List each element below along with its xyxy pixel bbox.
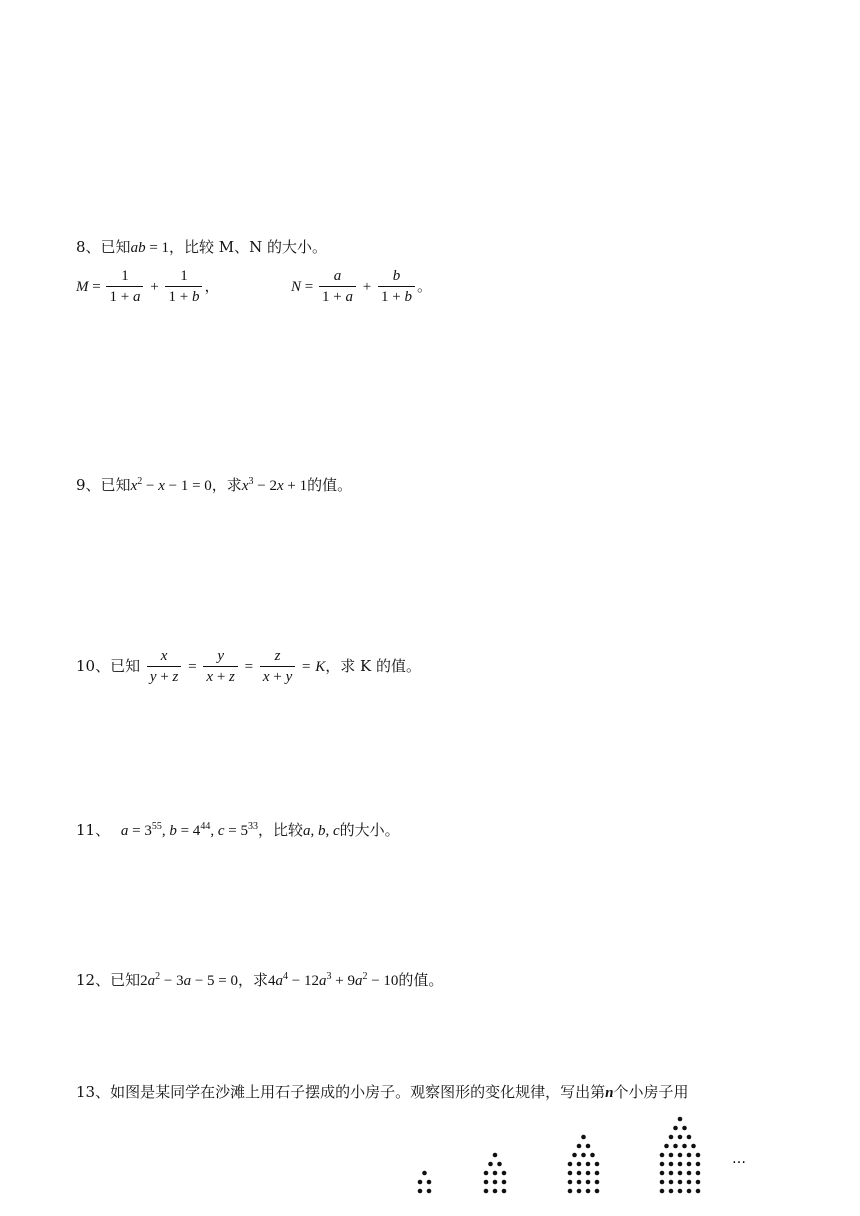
stone: [427, 1180, 432, 1185]
stone: [664, 1144, 669, 1149]
stone: [577, 1144, 582, 1149]
condition: ab = 1: [130, 240, 170, 256]
task-text: 的值。: [398, 971, 444, 989]
stone: [577, 1171, 582, 1176]
stone: [595, 1189, 600, 1194]
stone: [568, 1189, 573, 1194]
given-word: 已知: [100, 238, 131, 256]
stone: [422, 1171, 427, 1176]
given-word: 已知: [110, 971, 141, 989]
stone: [493, 1189, 498, 1194]
stone: [493, 1180, 498, 1185]
stone: [497, 1162, 502, 1167]
stone: [696, 1189, 701, 1194]
stone: [669, 1189, 674, 1194]
stone: [682, 1144, 687, 1149]
stone: [669, 1180, 674, 1185]
question-12: [76, 970, 443, 991]
stone: [586, 1189, 591, 1194]
stone: [493, 1153, 498, 1158]
stone: [484, 1189, 489, 1194]
stone: [687, 1153, 692, 1158]
stone: [678, 1171, 683, 1176]
stone: [673, 1144, 678, 1149]
fraction: $\frac{y}{x + z}$: [203, 648, 237, 686]
stone: [678, 1162, 683, 1167]
ellipsis: …: [732, 1151, 746, 1167]
condition: $2a^2 - 3a - 5 = 0$: [140, 971, 238, 989]
stone: [502, 1171, 507, 1176]
stone: [595, 1180, 600, 1185]
question-8-formulas: M = $\frac{1}{1 + a}$ + $\frac{1}{1 + b}$ ， N = $\frac{a}{1 + a}$ + $\frac{b}{1 + b}$ 。: [76, 268, 432, 305]
stone: [669, 1135, 674, 1140]
stone: [484, 1180, 489, 1185]
task-text: ，求 K 的值。: [325, 657, 422, 675]
given-values: $a = 3^{55}$, $b = 4^{44}$, $c = 5^{33}$: [120, 821, 258, 839]
stone: [581, 1153, 586, 1158]
stone: [687, 1162, 692, 1167]
middle-text: ，比较: [257, 821, 303, 839]
stone: [660, 1171, 665, 1176]
separator: ，: [204, 277, 220, 295]
fraction: $\frac{z}{x + y}$: [260, 648, 295, 686]
stone: [595, 1171, 600, 1176]
stone: [669, 1171, 674, 1176]
question-11: [76, 820, 400, 841]
stone: [660, 1162, 665, 1167]
given-word: 已知: [100, 476, 131, 494]
stone: [696, 1180, 701, 1185]
question-text: 如图是某同学在沙滩上用石子摆成的小房子。观察图形的变化规律，写出第: [110, 1083, 606, 1101]
fraction: $\frac{a}{1 + a}$: [319, 268, 356, 306]
stone: [691, 1144, 696, 1149]
question-number: 11、: [76, 821, 111, 839]
fraction: $\frac{1}{1 + b}$: [165, 268, 202, 306]
stone: [577, 1162, 582, 1167]
given-word: 已知: [110, 657, 141, 675]
stone: [669, 1162, 674, 1167]
stone: [484, 1171, 489, 1176]
stone: [418, 1189, 423, 1194]
task-text: 的大小。: [339, 821, 400, 839]
stone: [678, 1135, 683, 1140]
task-text: ，比较 M、N 的大小。: [169, 238, 328, 256]
stone: [660, 1180, 665, 1185]
stone-house-1: [418, 1171, 432, 1194]
end-period: 。: [416, 277, 432, 295]
question-number: 8、: [76, 238, 101, 256]
stone: [502, 1180, 507, 1185]
stone: [687, 1135, 692, 1140]
stone: [696, 1162, 701, 1167]
stone: [687, 1171, 692, 1176]
stone: [678, 1180, 683, 1185]
stone-house-2: [484, 1153, 507, 1194]
stone: [493, 1171, 498, 1176]
stone: [577, 1180, 582, 1185]
stone: [595, 1162, 600, 1167]
stone: [687, 1180, 692, 1185]
stone: [696, 1171, 701, 1176]
n-label: N: [291, 279, 302, 295]
question-13: [76, 1082, 688, 1103]
question-number: 9、: [76, 476, 101, 494]
question-8: [76, 237, 327, 258]
stone: [502, 1189, 507, 1194]
fraction: $\frac{1}{1 + a}$: [106, 268, 143, 306]
stone: [568, 1171, 573, 1176]
task-text: 的值。: [307, 476, 353, 494]
stone: [673, 1126, 678, 1131]
stone: [568, 1162, 573, 1167]
expression: $4a^4 - 12a^3 + 9a^2 - 10$: [268, 971, 399, 989]
variables: a, b, c: [302, 823, 340, 839]
question-number: 13、: [76, 1083, 111, 1101]
stone: [488, 1162, 493, 1167]
stone: [682, 1126, 687, 1131]
stone: [568, 1180, 573, 1185]
middle-text: ，求: [211, 476, 242, 494]
condition: $x^2 - x - 1 = 0$: [130, 476, 212, 494]
stone: [577, 1189, 582, 1194]
stone: [660, 1189, 665, 1194]
stone: [586, 1180, 591, 1185]
stone-houses-figure: [410, 1105, 760, 1205]
stone: [581, 1135, 586, 1140]
stone: [590, 1153, 595, 1158]
stone: [669, 1153, 674, 1158]
m-label: M: [76, 279, 89, 295]
stone: [660, 1153, 665, 1158]
stone: [678, 1189, 683, 1194]
n-variable: n: [605, 1085, 614, 1101]
stone: [687, 1189, 692, 1194]
fraction: $\frac{x}{y + z}$: [147, 648, 181, 686]
stone: [586, 1162, 591, 1167]
fraction: $\frac{b}{1 + b}$: [378, 268, 415, 306]
question-text-end: 个小房子用: [613, 1083, 689, 1101]
middle-text: ，求: [238, 971, 269, 989]
stone: [418, 1180, 423, 1185]
stone-house-3: [568, 1135, 600, 1194]
stone: [696, 1153, 701, 1158]
stone: [427, 1189, 432, 1194]
question-10: 10、已知 $\frac{x}{y + z}$ = $\frac{y}{x + z}$ = $\frac{z}{x + y}$ = K，求 K 的值。: [76, 648, 422, 685]
question-9: [76, 475, 352, 496]
stone: [678, 1153, 683, 1158]
question-number: 12、: [76, 971, 111, 989]
stone: [678, 1117, 683, 1122]
expression: $x^3 - 2x + 1$: [241, 476, 308, 494]
stone: [586, 1171, 591, 1176]
stone: [586, 1144, 591, 1149]
stone: [572, 1153, 577, 1158]
question-number: 10、: [76, 657, 111, 675]
stone-house-4: [660, 1117, 701, 1194]
